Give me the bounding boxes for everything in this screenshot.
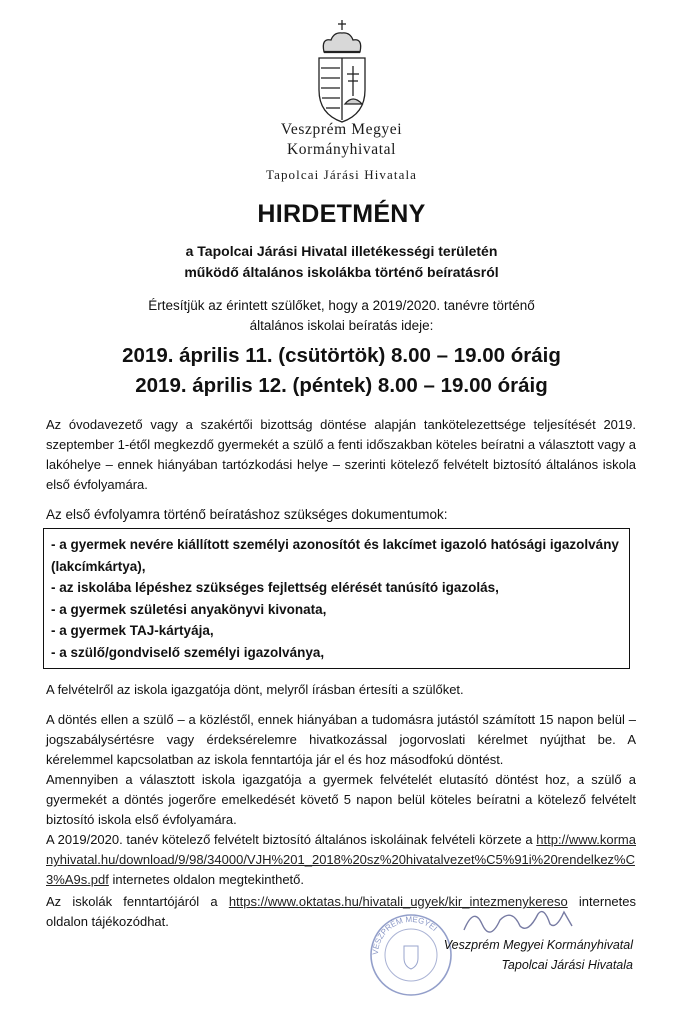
intro-text bbox=[0, 296, 683, 336]
district-text-after: internetes oldalon megtekinthető. bbox=[108, 872, 305, 887]
enrollment-date-1: 2019. április 11. (csütörtök) 8.00 – 19.00 óráig bbox=[122, 344, 561, 367]
enrollment-date-2: 2019. április 12. (péntek) 8.00 – 19.00 óráig bbox=[135, 374, 548, 397]
district-text-before: A 2019/2020. tanév kötelező felvételt biztosító általános iskoláinak felvételi körzete a bbox=[46, 832, 533, 847]
organization-line-1: Veszprém Megyei bbox=[280, 121, 403, 138]
documents-heading: Az első évfolyamra történő beíratáshoz szükséges dokumentumok: bbox=[46, 507, 448, 522]
organization-line-2: Kormányhivatal bbox=[286, 141, 397, 158]
district-link[interactable]: http://www.kormanyhivatal.hu/download/9/98/34000/VJH%201_2018%20sz%20hivatalvezet%C5%91i%20rendelkez%C3%A9s.pdf bbox=[46, 832, 636, 887]
document-item: - a szülő/gondviselő személyi igazolványa, bbox=[51, 644, 325, 660]
intro-line-1: Értesítjük az érintett szülőket, hogy a 2019/2020. tanévre történő bbox=[148, 298, 535, 313]
appeal-paragraph: A döntés ellen a szülő – a közléstől, ennek hiányában a tudomásra jutástól számított 15 napon belül – jogszabálysértésre vagy érdeksérelemre hivatkozással jogorvoslati kérelmet nyújthat be. A kérelemmel kapcsolatban az iskola fenntartója jár el és hoz másodfokú döntést. bbox=[46, 712, 636, 767]
handwritten-signature-icon bbox=[460, 900, 580, 940]
signature-line-2: Tapolcai Járási Hivatala bbox=[501, 958, 633, 972]
document-item: - a gyermek nevére kiállított személyi azonosítót és lakcímet igazoló hatósági igazolvány (lakcímkártya), bbox=[51, 537, 619, 574]
subtitle-line-1: a Tapolcai Járási Hivatal illetékességi területén bbox=[185, 243, 498, 259]
decision-paragraph: A felvételről az iskola igazgatója dönt, melyről írásban értesíti a szülőket. bbox=[46, 682, 464, 697]
official-stamp-icon bbox=[368, 912, 454, 998]
maintainer-text-before: Az iskolák fenntartójáról a bbox=[46, 894, 229, 909]
intro-line-2: általános iskolai beíratás ideje: bbox=[249, 318, 434, 333]
required-documents-box bbox=[43, 528, 630, 669]
signature-line-1: Veszprém Megyei Kormányhivatal bbox=[443, 938, 633, 952]
maintainer-link[interactable]: https://www.oktatas.hu/hivatali_ugyek/kir_intezmenykereso bbox=[228, 894, 568, 909]
obligation-paragraph: Az óvodavezető vagy a szakértői bizottság döntése alapján tankötelezettsége teljesítését 2019. szeptember 1-étől megkezdő gyermekét a szülő a fenti időszakban köteles beíratni a választott vagy a lakóhelye – ennek hiányában tartózkodási helye – szerinti kötelező felvételt biztosító általános iskola első évfolyamára. bbox=[46, 417, 636, 492]
organization-name bbox=[0, 120, 683, 160]
rejection-paragraph: Amennyiben a választott iskola igazgatója a gyermek felvételét elutasító döntést hoz, a szülő a gyermekét a döntés jogerőre emelkedését követő 5 napon belül köteles beíratni a kötelező felvételt biztosító iskola első évfolyamára. bbox=[46, 772, 636, 827]
stamp-text: VESZPRÉM MEGYEI bbox=[370, 914, 439, 956]
organization-subunit: Tapolcai Járási Hivatala bbox=[265, 167, 418, 182]
svg-text:VESZPRÉM MEGYEI bbox=[371, 915, 439, 955]
document-item: - a gyermek születési anyakönyvi kivonata, bbox=[51, 601, 327, 617]
maintainer-text-after: internetes oldalon tájékozódhat. bbox=[46, 894, 637, 929]
document-item: - a gyermek TAJ-kártyája, bbox=[51, 623, 214, 638]
document-title: HIRDETMÉNY bbox=[257, 200, 426, 228]
document-item: - az iskolába lépéshez szükséges fejlettség elérését tanúsító igazolás, bbox=[51, 580, 499, 595]
subtitle-line-2: működő általános iskolákba történő beíratásról bbox=[184, 264, 499, 280]
hungarian-coat-of-arms-icon bbox=[307, 18, 377, 126]
district-paragraph bbox=[46, 830, 636, 890]
